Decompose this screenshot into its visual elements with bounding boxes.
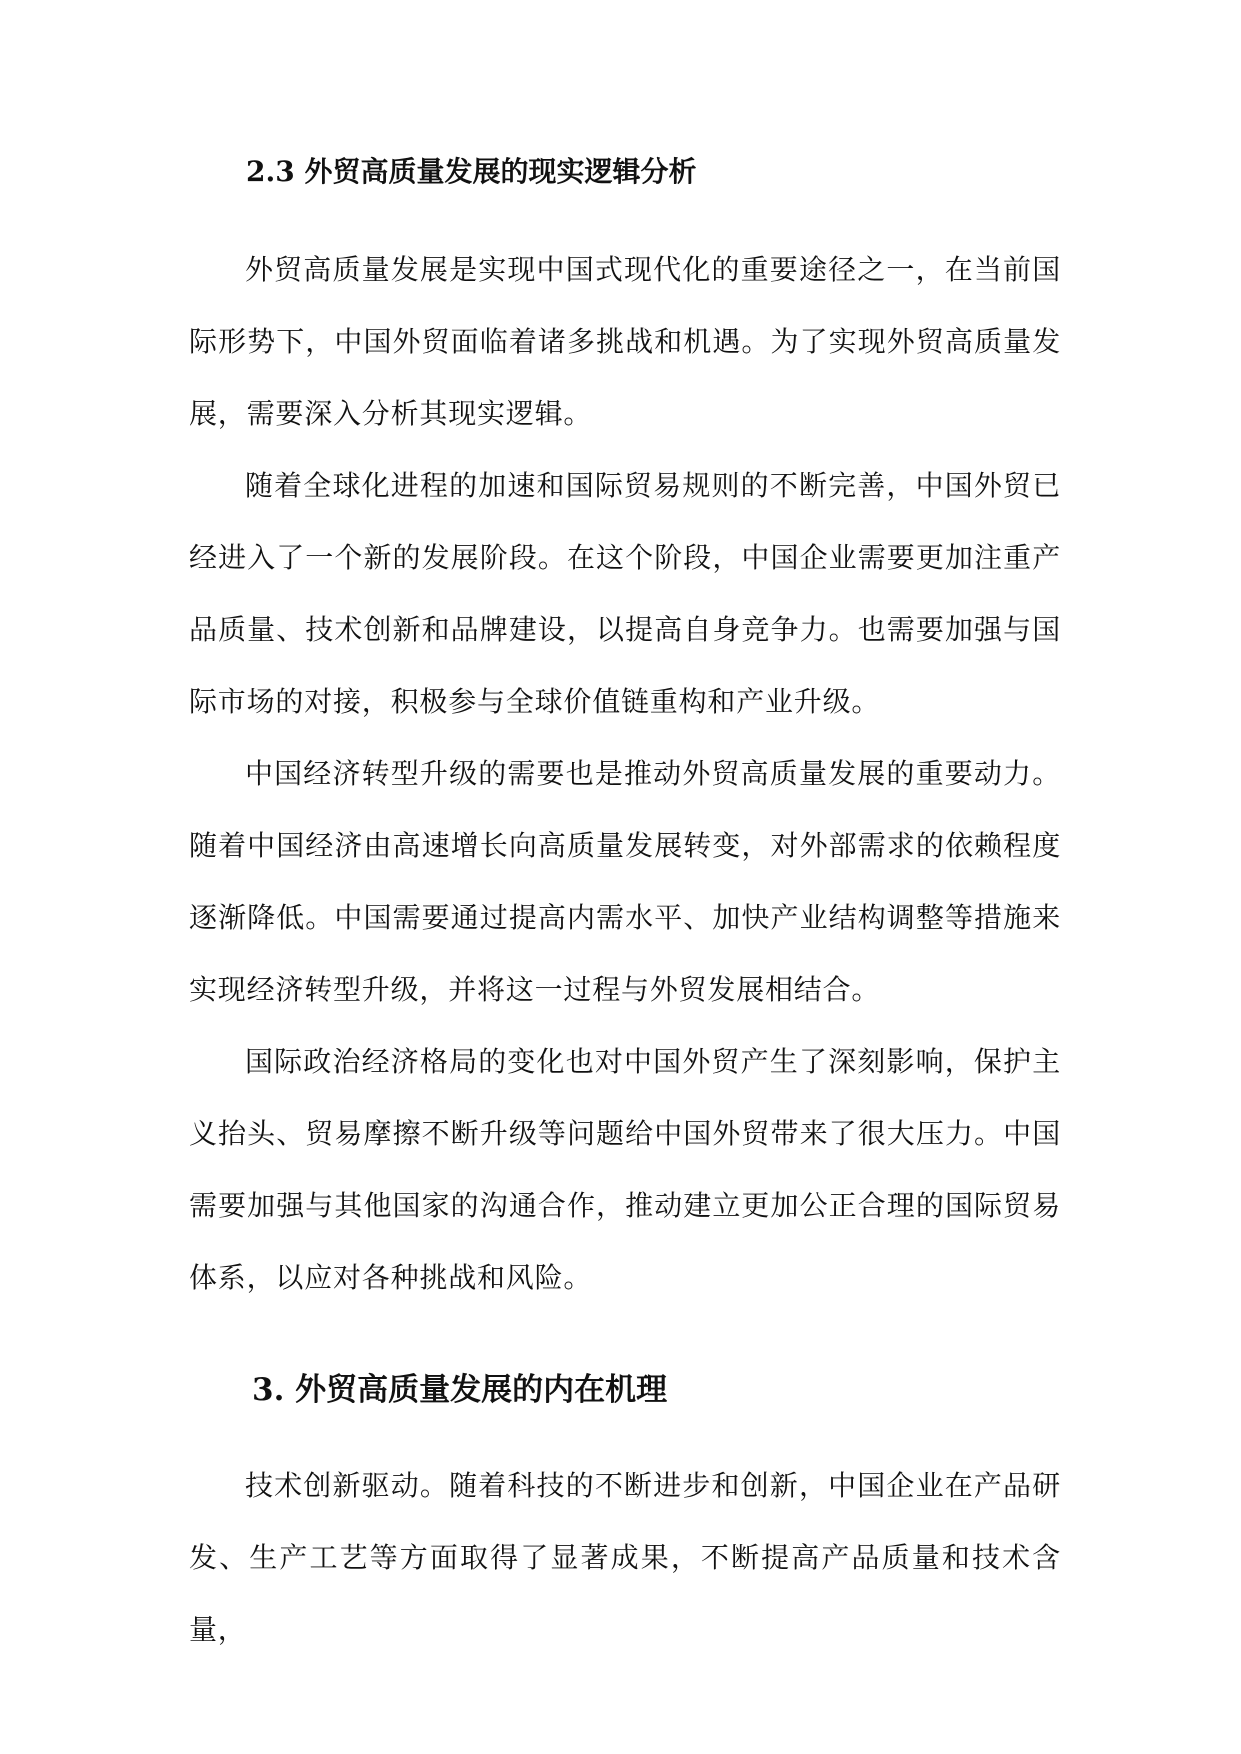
paragraph: 中国经济转型升级的需要也是推动外贸高质量发展的重要动力。随着中国经济由高速增长向高质量发展转变，对外部需求的依赖程度逐渐降低。中国需要通过提高内需水平、加快产业结构调整等措施来实现经济转型升级，并将这一过程与外贸发展相结合。 — [189, 757, 1061, 1006]
paragraph: 技术创新驱动。随着科技的不断进步和创新，中国企业在产品研发、生产工艺等方面取得了显著成果，不断提高产品质量和技术含量， — [189, 1469, 1061, 1646]
page-content — [189, 140, 1061, 1666]
section-heading-2-3: 2.3 外贸高质量发展的现实逻辑分析 — [246, 155, 697, 188]
paragraph: 国际政治经济格局的变化也对中国外贸产生了深刻影响，保护主义抬头、贸易摩擦不断升级等问题给中国外贸带来了很大压力。中国需要加强与其他国家的沟通合作，推动建立更加公正合理的国际贸易体系，以应对各种挑战和风险。 — [189, 1045, 1061, 1294]
paragraph: 外贸高质量发展是实现中国式现代化的重要途径之一，在当前国际形势下，中国外贸面临着诸多挑战和机遇。为了实现外贸高质量发展，需要深入分析其现实逻辑。 — [189, 253, 1061, 430]
paragraph: 随着全球化进程的加速和国际贸易规则的不断完善，中国外贸已经进入了一个新的发展阶段。在这个阶段，中国企业需要更加注重产品质量、技术创新和品牌建设，以提高自身竞争力。也需要加强与国际市场的对接，积极参与全球价值链重构和产业升级。 — [189, 469, 1061, 718]
section-heading-3: 3. 外贸高质量发展的内在机理 — [252, 1372, 668, 1408]
